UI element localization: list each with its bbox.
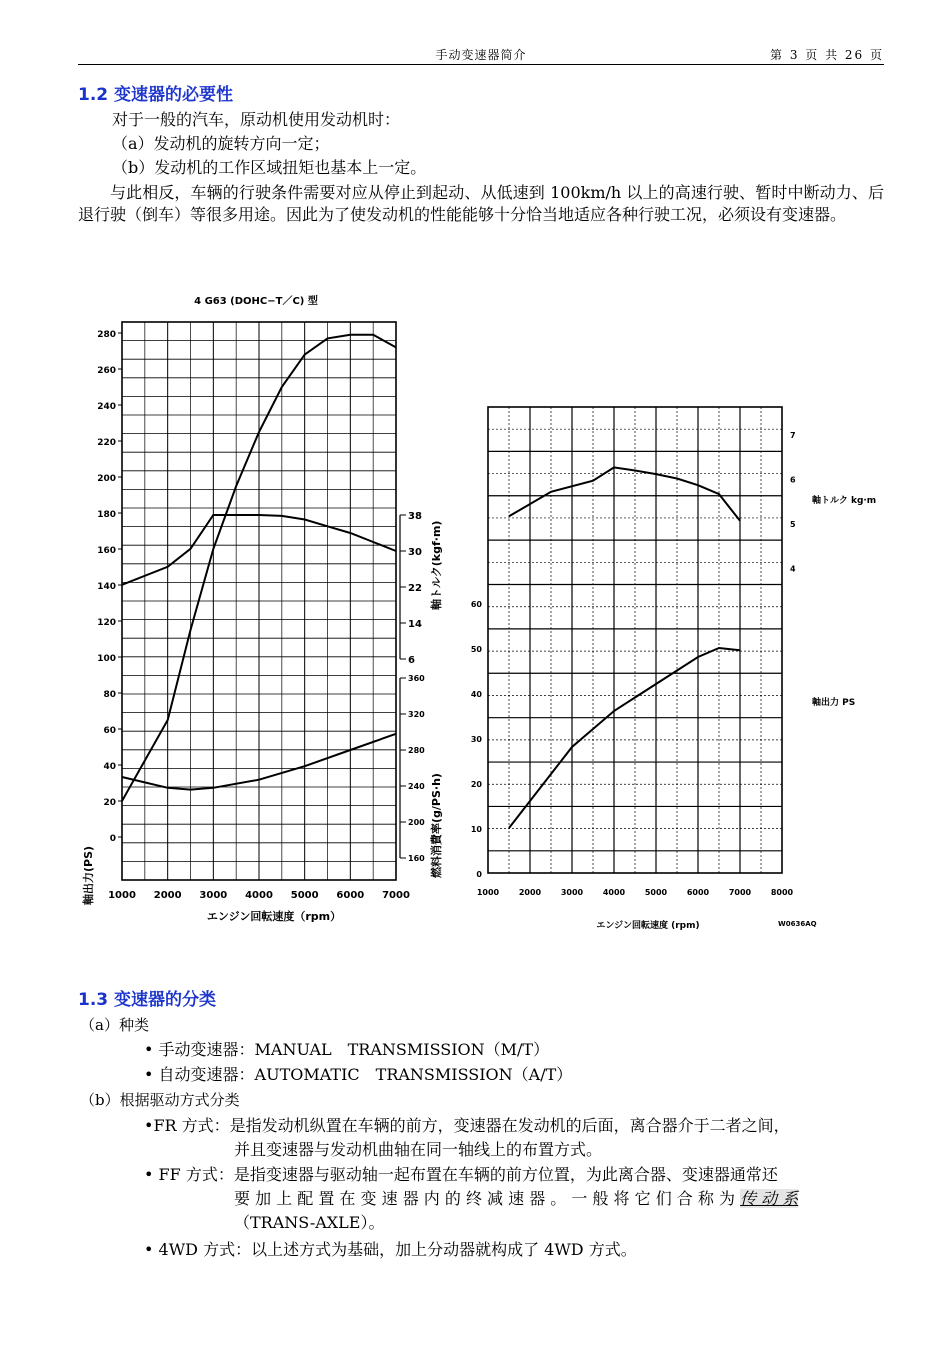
chart1-y-tick: 60 [103, 726, 116, 736]
engine-performance-chart-2 [460, 405, 880, 935]
chart2-x-tick: 2000 [518, 888, 542, 897]
chart1-torque-tick: 6 [408, 655, 415, 666]
chart1-torque-tick: 38 [408, 511, 422, 522]
chart2-x-tick: 6000 [686, 888, 710, 897]
chart2-torque-curve [509, 467, 740, 520]
chart2-y-tick: 20 [470, 780, 482, 789]
chart1-y-tick: 220 [97, 438, 116, 448]
chart1-torque-tick: 14 [408, 619, 422, 630]
chart1-y-tick: 260 [97, 366, 116, 376]
sec13-ff-line2 [234, 1187, 798, 1211]
chart1-y-tick: 240 [97, 402, 116, 412]
chart1-fuel-tick: 240 [408, 782, 425, 791]
chart2-y-tick: 50 [470, 645, 482, 654]
sec13-fr-line2: 并且变速器与发动机曲轴在同一轴线上的布置方式。 [234, 1140, 603, 1159]
chart1-y-label-power: 軸出力(PS) [82, 845, 95, 905]
chart1-fuel-tick: 200 [408, 818, 425, 827]
sec13-fr-line1: •FR 方式：是指发动机纵置在车辆的前方，变速器在发动机的后面，离合器介于二者之间， [144, 1116, 790, 1135]
chart1-x-tick: 7000 [382, 890, 410, 901]
chart1-x-tick: 1000 [108, 890, 136, 901]
chart2-power-label: 軸出力 PS [812, 698, 856, 708]
engine-performance-chart-4g63 [74, 290, 454, 930]
chart1-y-tick: 40 [103, 762, 116, 772]
sec12-line2: （a）发动机的旋转方向一定； [112, 134, 330, 153]
chart2-x-label: エンジン回転速度 (rpm) [596, 921, 700, 931]
chart2-torque-tick: 4 [790, 564, 796, 574]
chart1-x-tick: 4000 [245, 890, 273, 901]
chart1-torque-tick: 22 [408, 583, 422, 594]
chart1-y-label-torque: 軸トルク(kgf·m) [430, 520, 443, 610]
chart2-y-tick: 0 [476, 870, 482, 879]
chart2-x-tick: 8000 [770, 888, 794, 897]
chart1-y-tick: 280 [97, 330, 116, 340]
chart1-x-tick: 3000 [199, 890, 228, 901]
sec13-manual: • 手动变速器：MANUAL TRANSMISSION（M/T） [144, 1040, 550, 1059]
sec12-line1: 对于一般的汽车，原动机使用发动机时： [112, 110, 401, 129]
sec12-line3: （b）发动机的工作区域扭矩也基本上一定。 [112, 158, 427, 177]
chart2-code: W0636AQ [778, 920, 817, 928]
sec13-a: （a）种类 [80, 1016, 149, 1034]
section-1-2-title: 1.2 变速器的必要性 [78, 85, 234, 105]
chart1-y-tick: 160 [97, 546, 116, 556]
sec12-paragraph: 与此相反，车辆的行驶条件需要对应从停止到起动、从低速到 100km/h 以上的高速行驶、暂时中断动力、后退行驶（倒车）等很多用途。因此为了使发动机的性能能够十分恰当地适应各种行驶工况，必须设有变速器。 [78, 183, 884, 224]
chart2-y-tick: 60 [470, 600, 482, 609]
chart1-y-tick: 0 [109, 834, 116, 844]
chart1-fuel-tick: 360 [408, 674, 425, 683]
chart2-x-tick: 4000 [602, 888, 626, 897]
page-header [78, 44, 884, 65]
chart2-x-tick: 5000 [644, 888, 668, 897]
chart2-y-tick: 40 [470, 690, 482, 699]
chart1-y-tick: 140 [97, 582, 116, 592]
chart1-x-tick: 2000 [153, 890, 182, 901]
chart1-y-tick: 80 [103, 690, 116, 700]
chart2-torque-tick: 6 [790, 475, 796, 485]
sec13-automatic: • 自动变速器：AUTOMATIC TRANSMISSION（A/T） [144, 1065, 573, 1084]
chart1-x-label: エンジン回転速度（rpm） [206, 910, 342, 923]
sec13-4wd: • 4WD 方式：以上述方式为基础，加上分动器就构成了 4WD 方式。 [144, 1240, 637, 1259]
chart2-power-curve [509, 648, 740, 828]
chart1-x-tick: 6000 [336, 890, 365, 901]
chart1-title: 4 G63 (DOHC−T／C) 型 [194, 296, 318, 307]
sec13-b: （b）根据驱动方式分类 [80, 1091, 240, 1109]
chart1-y-tick: 180 [97, 510, 116, 520]
chart1-y-tick: 20 [103, 798, 116, 808]
chart1-y-tick: 100 [97, 654, 116, 664]
chart2-y-tick: 30 [470, 735, 482, 744]
chart1-x-tick: 5000 [290, 890, 319, 901]
chart2-torque-tick: 7 [790, 431, 796, 440]
chart2-torque-label: 軸トルク kg·m [812, 496, 877, 506]
chart2-y-tick: 10 [470, 825, 482, 834]
chart2-x-tick: 3000 [560, 888, 584, 897]
sec13-ff-line2-text: 要 加 上 配 置 在 变 速 器 内 的 终 减 速 器 。 一 般 将 它 们 合 称 为 [234, 1189, 741, 1208]
sec13-ff-line1: • FF 方式：是指变速器与驱动轴一起布置在车辆的前方位置，为此离合器、变速器通常还 [144, 1165, 778, 1184]
chart1-y-tick: 200 [97, 474, 116, 484]
section-1-3-title: 1.3 变速器的分类 [78, 990, 217, 1010]
sec13-ff-line3: （TRANS-AXLE）。 [234, 1213, 385, 1232]
chart2-x-tick: 7000 [728, 888, 752, 897]
chart1-y-label-fuel: 燃料消費率(g/PS·h) [430, 773, 443, 878]
header-title: 手动变速器简介 [435, 48, 527, 62]
chart2-x-tick: 1000 [476, 888, 500, 897]
chart1-torque-tick: 30 [408, 547, 422, 558]
chart1-fuel-tick: 160 [408, 854, 425, 863]
chart2-torque-tick: 5 [790, 520, 796, 529]
chart1-fuel-tick: 320 [408, 710, 425, 719]
chart1-fuel-tick: 280 [408, 746, 425, 755]
header-page-number: 第 3 页 共 26 页 [770, 48, 884, 62]
sec13-drivetrain-term: 传 动 系 [740, 1189, 799, 1208]
chart1-y-tick: 120 [97, 618, 116, 628]
